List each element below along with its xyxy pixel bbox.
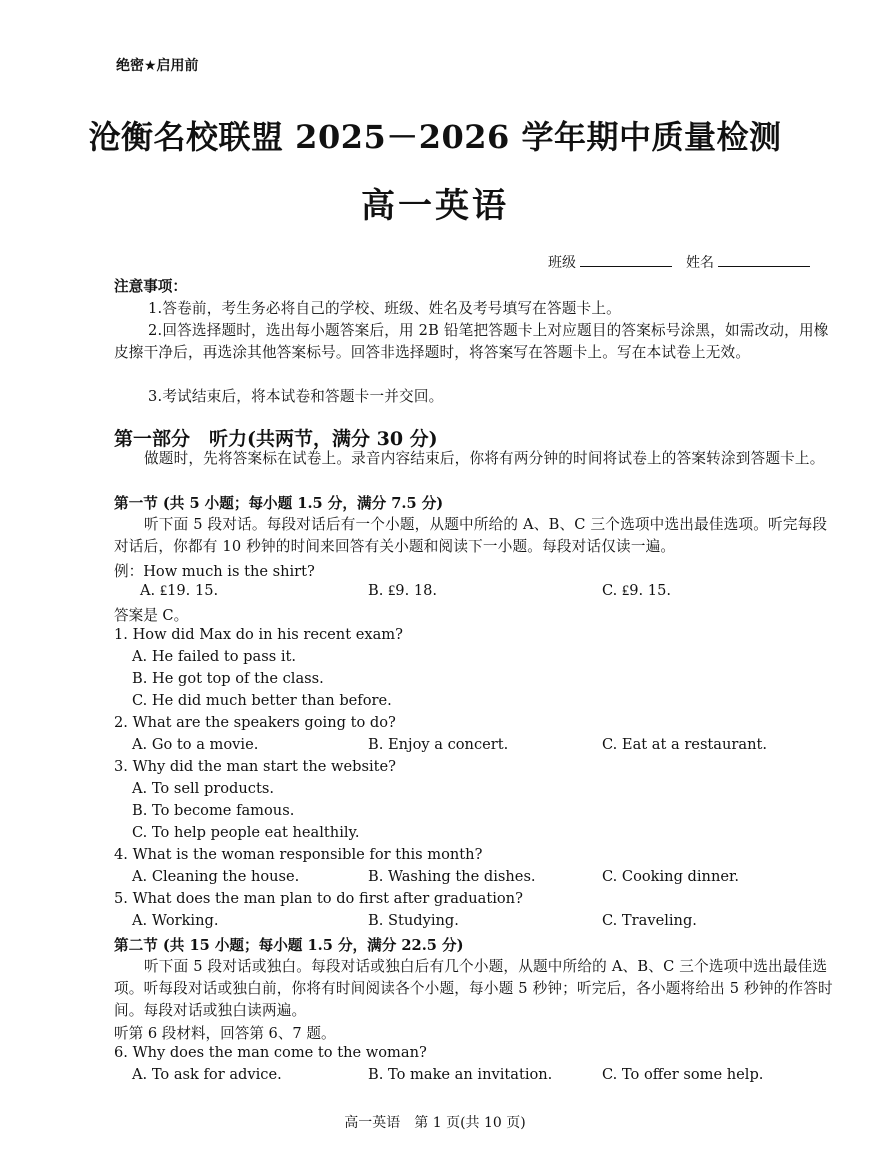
question-1-option-b: B. He got top of the class. xyxy=(132,670,324,687)
student-info-bar xyxy=(548,252,810,272)
question-4-option-c: C. Cooking dinner. xyxy=(602,868,740,885)
section1-title: 第一节 (共 5 小题；每小题 1.5 分，满分 7.5 分) xyxy=(114,495,444,512)
question-5-option-c: C. Traveling. xyxy=(602,912,697,929)
notice-heading: 注意事项： xyxy=(114,278,187,295)
name-blank xyxy=(718,252,810,267)
question-1-stem: 1. How did Max do in his recent exam? xyxy=(114,626,403,643)
exam-title: 沧衡名校联盟 2025－2026 学年期中质量检测 xyxy=(88,118,782,156)
question-6-stem: 6. Why does the man come to the woman? xyxy=(114,1044,427,1061)
question-5-option-b: B. Studying. xyxy=(368,912,459,929)
example-answer: 答案是 C。 xyxy=(114,607,189,624)
question-5-stem: 5. What does the man plan to do first after graduation? xyxy=(114,890,523,907)
question-4-option-a: A. Cleaning the house. xyxy=(132,868,300,885)
section1-intro: 听下面 5 段对话。每段对话后有一个小题，从题中所给的 A、B、C 三个选项中选出最佳选项。听完每段对话后，你都有 10 秒钟的时间来回答有关小题和阅读下一小题。每段对话仅读一遍。 xyxy=(114,516,828,555)
material-6-note: 听第 6 段材料，回答第 6、7 题。 xyxy=(114,1025,336,1042)
question-3-option-b: B. To become famous. xyxy=(132,802,295,819)
question-5-option-a: A. Working. xyxy=(132,912,219,929)
question-2-stem: 2. What are the speakers going to do? xyxy=(114,714,396,731)
question-3-stem: 3. Why did the man start the website? xyxy=(114,758,396,775)
example-question: 例：How much is the shirt? xyxy=(114,563,315,580)
question-2-option-a: A. Go to a movie. xyxy=(132,736,259,753)
part1-title: 第一部分 听力(共两节，满分 30 分) xyxy=(114,428,438,450)
question-4-option-b: B. Washing the dishes. xyxy=(368,868,536,885)
confidential-mark: 绝密★启用前 xyxy=(116,58,199,74)
page-footer: 高一英语 第 1 页(共 10 页) xyxy=(344,1115,526,1131)
question-6-option-a: A. To ask for advice. xyxy=(132,1066,282,1083)
question-2-option-c: C. Eat at a restaurant. xyxy=(602,736,767,753)
part1-intro: 做题时，先将答案标在试卷上。录音内容结束后，你将有两分钟的时间将试卷上的答案转涂到答题卡上。 xyxy=(144,450,825,467)
notice-item-2: 2.回答选择题时，选出每小题答案后，用 2B 铅笔把答题卡上对应题目的答案标号涂黑，如需改动，用橡皮擦干净后，再选涂其他答案标号。回答非选择题时，将答案写在答题卡上。写在本试卷上无效。 xyxy=(114,322,829,361)
example-option-b: B. ₤9. 18. xyxy=(368,582,438,599)
question-3-option-c: C. To help people eat healthily. xyxy=(132,824,360,841)
subject-title: 高一英语 xyxy=(361,186,509,226)
class-blank xyxy=(580,252,672,267)
question-1-option-c: C. He did much better than before. xyxy=(132,692,392,709)
question-6-option-b: B. To make an invitation. xyxy=(368,1066,553,1083)
section2-intro: 听下面 5 段对话或独白。每段对话或独白后有几个小题，从题中所给的 A、B、C 三个选项中选出最佳选项。听每段对话或独白前，你将有时间阅读各个小题，每小题 5 秒钟；听完后，各小题将给出 5 秒钟的作答时间。每段对话或独白读两遍。 xyxy=(114,958,833,1019)
question-3-option-a: A. To sell products. xyxy=(132,780,274,797)
name-label: 姓名 xyxy=(686,255,714,271)
question-2-option-b: B. Enjoy a concert. xyxy=(368,736,509,753)
class-label: 班级 xyxy=(548,255,576,271)
question-1-option-a: A. He failed to pass it. xyxy=(132,648,296,665)
example-option-c: C. ₤9. 15. xyxy=(602,582,671,599)
notice-item-1: 1.答卷前，考生务必将自己的学校、班级、姓名及考号填写在答题卡上。 xyxy=(148,300,621,317)
section2-title: 第二节 (共 15 小题；每小题 1.5 分，满分 22.5 分) xyxy=(114,937,464,954)
question-4-stem: 4. What is the woman responsible for this month? xyxy=(114,846,483,863)
question-6-option-c: C. To offer some help. xyxy=(602,1066,764,1083)
notice-item-3: 3.考试结束后，将本试卷和答题卡一并交回。 xyxy=(148,388,444,405)
example-option-a: A. ₤19. 15. xyxy=(140,582,219,599)
